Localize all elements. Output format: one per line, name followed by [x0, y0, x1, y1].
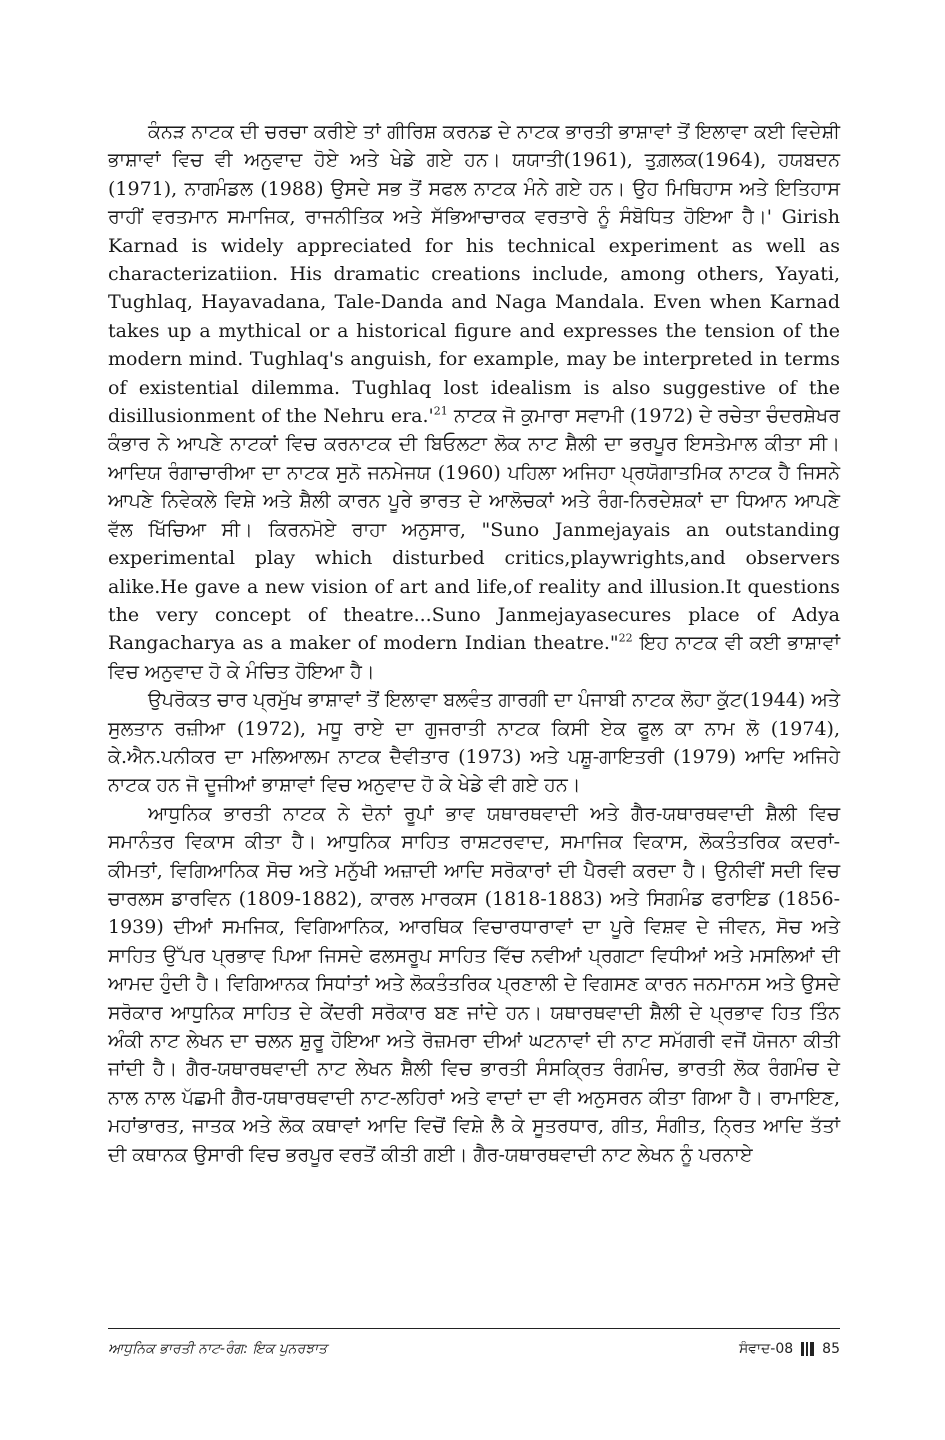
- divider-bars-icon: [801, 1342, 814, 1356]
- paragraph-3: ਆਧੁਨਿਕ ਭਾਰਤੀ ਨਾਟਕ ਨੇ ਦੋਨਾਂ ਰੂਪਾਂ ਭਾਵ ਯਥਾਰਥਵਾਦੀ ਅਤੇ ਗੈਰ-ਯਥਾਰਥਵਾਦੀ ਸ਼ੈਲੀ ਵਿਚ ਸਮਾਨੰਤਰ ਵਿਕਾਸ ਕੀਤਾ ਹੈ। ਆਧੁਨਿਕ ਸਾਹਿਤ ਰਾਸ਼ਟਰਵਾਦ, ਸਮਾਜਿਕ ਵਿਕਾਸ, ਲੋਕਤੰਤਰਿਕ ਕਦਰਾਂ-ਕੀਮਤਾਂ, ਵਿਗਿਆਨਿਕ ਸੋਚ ਅਤੇ ਮਨੁੱਖੀ ਅਜ਼ਾਦੀ ਆਦਿ ਸਰੋਕਾਰਾਂ ਦੀ ਪੈਰਵੀ ਕਰਦਾ ਹੈ। ਉਨੀਵੀਂ ਸਦੀ ਵਿਚ ਚਾਰਲਸ ਡਾਰਵਿਨ (1809-1882), ਕਾਰਲ ਮਾਰਕਸ (1818-1883) ਅਤੇ ਸਿਗਮੰਡ ਫਰਾਇਡ (1856-1939) ਦੀਆਂ ਸਮਜਿਕ, ਵਿਗਿਆਨਿਕ, ਆਰਥਿਕ ਵਿਚਾਰਧਾਰਾਵਾਂ ਦਾ ਪੂਰੇ ਵਿਸ਼ਵ ਦੇ ਜੀਵਨ, ਸੋਚ ਅਤੇ ਸਾਹਿਤ ਉੱਪਰ ਪ੍ਰਭਾਵ ਪਿਆ ਜਿਸਦੇ ਫਲਸਰੂਪ ਸਾਹਿਤ ਵਿੱਚ ਨਵੀਆਂ ਪ੍ਰਗਟਾ ਵਿਧੀਆਂ ਅਤੇ ਮਸਲਿਆਂ ਦੀ ਆਮਦ ਹੁੰਦੀ ਹੈ। ਵਿਗਿਆਨਕ ਸਿਧਾਂਤਾਂ ਅਤੇ ਲੋਕਤੰਤਰਿਕ ਪ੍ਰਣਾਲੀ ਦੇ ਵਿਗਸਣ ਕਾਰਨ ਜਨਮਾਨਸ ਅਤੇ ਉਸਦੇ ਸਰੋਕਾਰ ਆਧੁਨਿਕ ਸਾਹਿਤ ਦੇ ਕੇਂਦਰੀ ਸਰੋਕਾਰ ਬਣ ਜਾਂਦੇ ਹਨ। ਯਥਾਰਥਵਾਦੀ ਸ਼ੈਲੀ ਦੇ ਪ੍ਰਭਾਵ ਹਿਤ ਤਿੰਨ ਅੰਕੀ ਨਾਟ ਲੇਖਨ ਦਾ ਚਲਨ ਸ਼ੁਰੂ ਹੋਇਆ ਅਤੇ ਰੋਜ਼ਮਰਾ ਦੀਆਂ ਘਟਨਾਵਾਂ ਦੀ ਨਾਟ ਸਮੱਗਰੀ ਵਜੋਂ ਯੋਜਨਾ ਕੀਤੀ ਜਾਂਦੀ ਹੈ। ਗੈਰ-ਯਥਾਰਥਵਾਦੀ ਨਾਟ ਲੇਖਨ ਸ਼ੈਲੀ ਵਿਚ ਭਾਰਤੀ ਸੰਸਕ੍ਰਿਤ ਰੰਗਮੰਚ, ਭਾਰਤੀ ਲੋਕ ਰੰਗਮੰਚ ਦੇ ਨਾਲ ਨਾਲ ਪੱਛਮੀ ਗੈਰ-ਯਥਾਰਥਵਾਦੀ ਨਾਟ-ਲਹਿਰਾਂ ਅਤੇ ਵਾਦਾਂ ਦਾ ਵੀ ਅਨੁਸਰਨ ਕੀਤਾ ਗਿਆ ਹੈ। ਰਾਮਾਇਣ, ਮਹਾਂਭਾਰਤ, ਜਾਤਕ ਅਤੇ ਲੋਕ ਕਥਾਵਾਂ ਆਦਿ ਵਿਚੋਂ ਵਿਸ਼ੇ ਲੈ ਕੇ ਸੂਤਰਧਾਰ, ਗੀਤ, ਸੰਗੀਤ, ਨ੍ਰਿਤ ਆਦਿ ਤੱਤਾਂ ਦੀ ਕਥਾਨਕ ਉਸਾਰੀ ਵਿਚ ਭਰਪੂਰ ਵਰਤੋਂ ਕੀਤੀ ਗਈ। ਗੈਰ-ਯਥਾਰਥਵਾਦੀ ਨਾਟ ਲੇਖਨ ਨੂੰ ਪਰਨਾਏ: [108, 802, 840, 1166]
- running-title: ਆਧੁਨਿਕ ਭਾਰਤੀ ਨਾਟ-ਰੰਗ: ਇਕ ਪੁਨਰਝਾਤ: [108, 1341, 327, 1357]
- paragraph-1: [108, 118, 840, 686]
- footnote-ref-21: 21: [433, 404, 448, 418]
- paragraph-1-text-b: ਨਾਟਕ ਜੋ ਕੁਮਾਰਾ ਸਵਾਮੀ (1972) ਦੇ ਰਚੇਤਾ ਚੰਦਰਸ਼ੇਖਰ ਕੰਭਾਰ ਨੇ ਆਪਣੇ ਨਾਟਕਾਂ ਵਿਚ ਕਰਨਾਟਕ ਦੀ ਬਿਓਲਟਾ ਲੋਕ ਨਾਟ ਸ਼ੈਲੀ ਦਾ ਭਰਪੂਰ ਇਸਤੇਮਾਲ ਕੀਤਾ ਸੀ। ਆਦਿਯ ਰੰਗਾਚਾਰੀਆ ਦਾ ਨਾਟਕ ਸੁਨੋ ਜਨਮੇਜਯ (1960) ਪਹਿਲਾ ਅਜਿਹਾ ਪ੍ਰਯੋਗਾਤਮਿਕ ਨਾਟਕ ਹੈ ਜਿਸਨੇ ਆਪਣੇ ਨਿਵੇਕਲੇ ਵਿਸ਼ੇ ਅਤੇ ਸ਼ੈਲੀ ਕਾਰਨ ਪੂਰੇ ਭਾਰਤ ਦੇ ਆਲੋਚਕਾਂ ਅਤੇ ਰੰਗ-ਨਿਰਦੇਸ਼ਕਾਂ ਦਾ ਧਿਆਨ ਆਪਣੇ ਵੱਲ ਖਿੱਚਿਆ ਸੀ। ਕਿਰਨਮੋਏ ਰਾਹਾ ਅਨੁਸਾਰ, "Suno Janmejayais an outstanding experimental play which disturbed critics,playwrights,and observers alike.He gave a new vision of art and life,of reality and illusion.It questions the very concept of theatre...Suno Janmejayasecures place of Adya Rangacharya as a maker of modern Indian theatre.": [108, 405, 840, 655]
- paragraph-1-text-a: ਕੰਨੜ ਨਾਟਕ ਦੀ ਚਰਚਾ ਕਰੀਏ ਤਾਂ ਗੀਰਿਸ਼ ਕਰਨਡ ਦੇ ਨਾਟਕ ਭਾਰਤੀ ਭਾਸ਼ਾਵਾਂ ਤੋਂ ਇਲਾਵਾ ਕਈ ਵਿਦੇਸ਼ੀ ਭਾਸ਼ਾਵਾਂ ਵਿਚ ਵੀ ਅਨੁਵਾਦ ਹੋਏ ਅਤੇ ਖੇਡੇ ਗਏ ਹਨ। ਯਯਾਤੀ(1961), ਤੁਗ਼ਲਕ(1964), ਹਯਬਦਨ (1971), ਨਾਗਮੰਡਲ (1988) ਉਸਦੇ ਸਭ ਤੋਂ ਸਫਲ ਨਾਟਕ ਮੰਨੇ ਗਏ ਹਨ। ਉਹ ਮਿਥਿਹਾਸ ਅਤੇ ਇਤਿਹਾਸ ਰਾਹੀਂ ਵਰਤਮਾਨ ਸਮਾਜਿਕ, ਰਾਜਨੀਤਿਕ ਅਤੇ ਸੱਭਿਆਚਾਰਕ ਵਰਤਾਰੇ ਨੂੰ ਸੰਬੋਧਿਤ ਹੋਇਆ ਹੈ।' Girish Karnad is widely appreciated for his technical experiment as well as characterizatiion. His dramatic creations include, among others, Yayati, Tughlaq, Hayavadana, Tale-Danda and Naga Mandala. Even when Karnad takes up a mythical or a historical figure and expresses the tension of the modern mind. Tughlaq's anguish, for example, may be interpreted in terms of existential dilemma. Tughlaq lost idealism is also suggestive of the disillusionment of the Nehru era.': [108, 121, 840, 428]
- footnote-ref-22: 22: [618, 631, 633, 645]
- page-number: 85: [822, 1341, 840, 1357]
- footer-right: [739, 1341, 840, 1357]
- paragraph-2: ਉਪਰੋਕਤ ਚਾਰ ਪ੍ਰਮੁੱਖ ਭਾਸ਼ਾਵਾਂ ਤੋਂ ਇਲਾਵਾ ਬਲਵੰਤ ਗਾਰਗੀ ਦਾ ਪੰਜਾਬੀ ਨਾਟਕ ਲੋਹਾ ਕੁੱਟ(1944) ਅਤੇ ਸੁਲਤਾਨ ਰਜ਼ੀਆ (1972), ਮਧੂ ਰਾਏ ਦਾ ਗੁਜਰਾਤੀ ਨਾਟਕ ਕਿਸੀ ਏਕ ਫੂਲ ਕਾ ਨਾਮ ਲੋ (1974), ਕੇ.ਐਨ.ਪਨੀਕਰ ਦਾ ਮਲਿਆਲਮ ਨਾਟਕ ਦੈਵੀਤਾਰ (1973) ਅਤੇ ਪਸ਼ੂ-ਗਾਇਤਰੀ (1979) ਆਦਿ ਅਜਿਹੇ ਨਾਟਕ ਹਨ ਜੋ ਦੂਜੀਆਂ ਭਾਸ਼ਾਵਾਂ ਵਿਚ ਅਨੁਵਾਦ ਹੋ ਕੇ ਖੇਡੇ ਵੀ ਗਏ ਹਨ।: [108, 689, 840, 797]
- page-footer: [108, 1328, 840, 1365]
- paragraph-1-text-c: ਇਹ ਨਾਟਕ ਵੀ ਕਈ ਭਾਸ਼ਾਵਾਂ ਵਿਚ ਅਨੁਵਾਦ ਹੋ ਕੇ ਮੰਚਿਤ ਹੋਇਆ ਹੈ।: [108, 632, 840, 683]
- journal-issue: ਸੰਵਾਦ-08: [738, 1341, 794, 1357]
- page-body: [108, 118, 840, 1418]
